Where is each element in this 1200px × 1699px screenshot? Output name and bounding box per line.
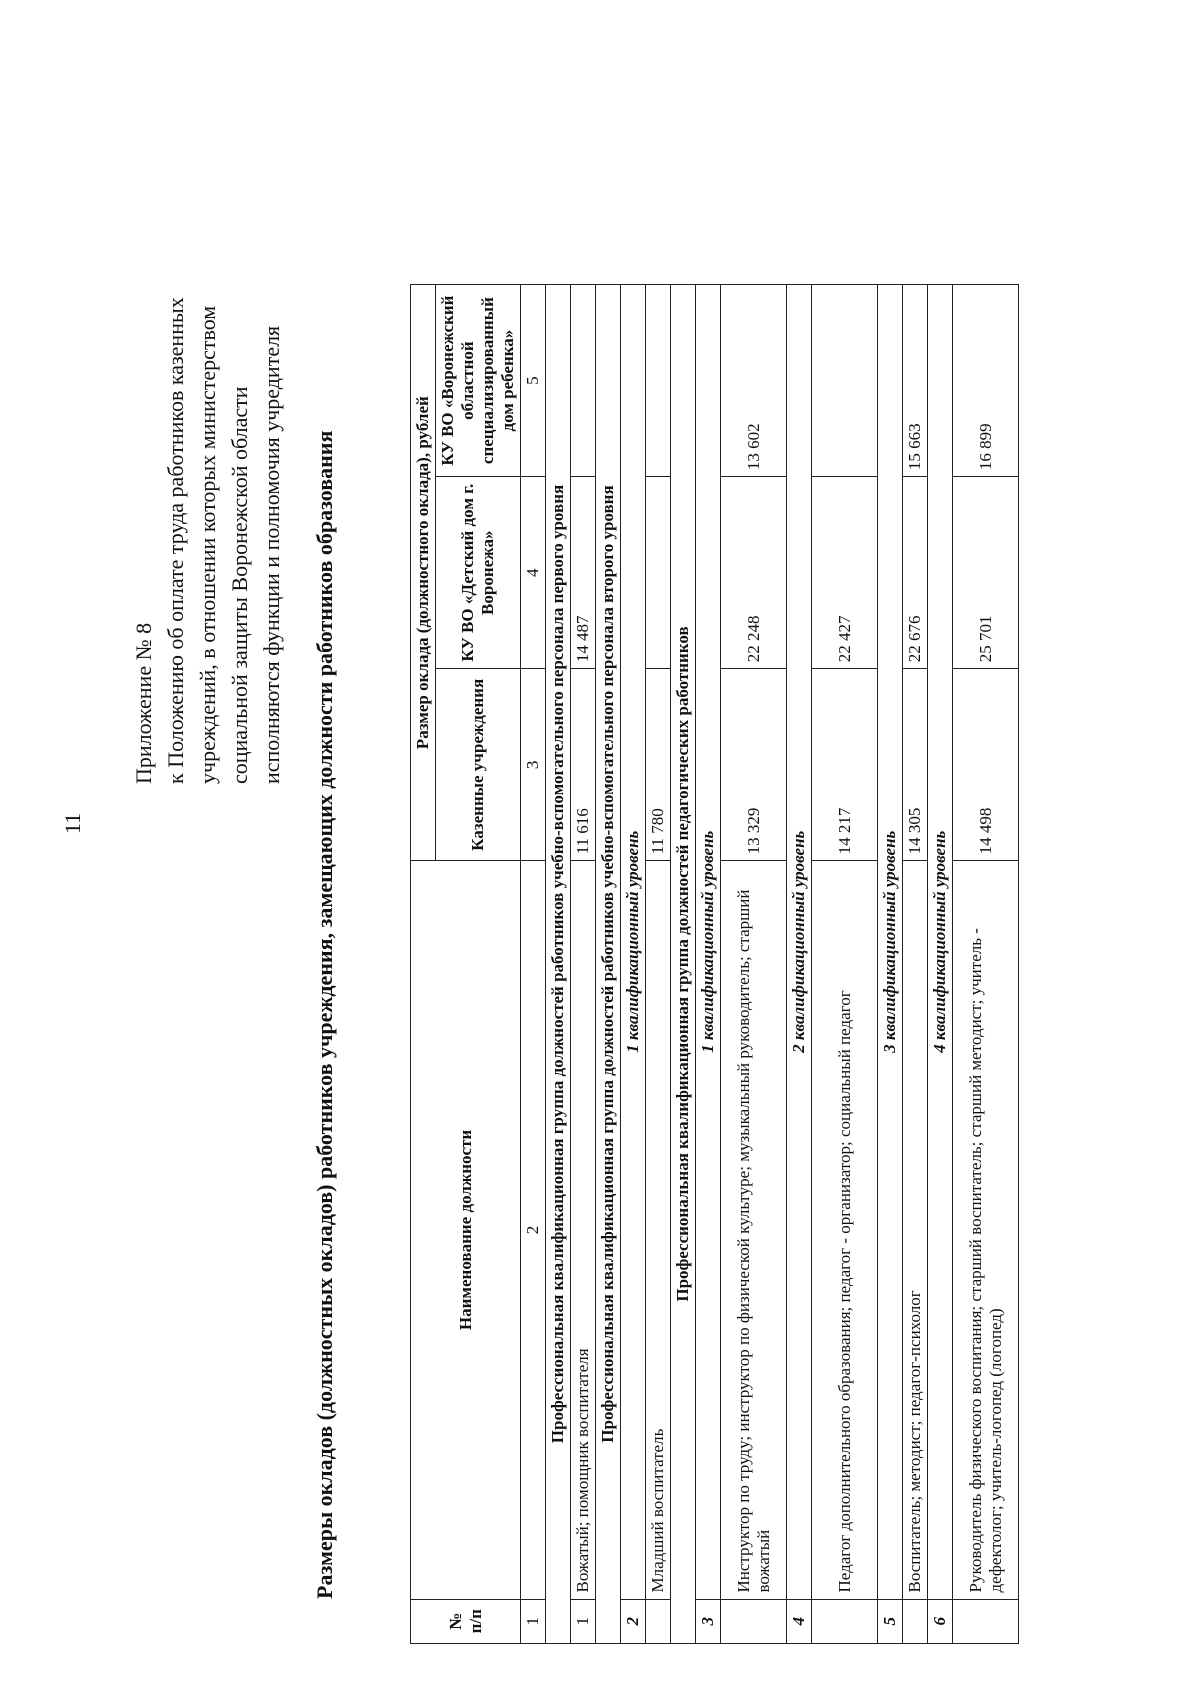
header-name: Наименование должности xyxy=(411,861,521,1599)
document-title: Размеры окладов (должностных окладов) работников учреждения, замещающих должности работников образования xyxy=(312,430,337,1599)
appendix-line: социальной защиты Воронежской области xyxy=(227,386,252,784)
level-row xyxy=(878,285,903,1644)
header-salary: Размер оклада (должностного оклада), рублей xyxy=(411,285,436,861)
salary-col3: 14 305 xyxy=(903,669,928,861)
position-name: Воспитатель; методист; педагог-психолог xyxy=(903,861,928,1599)
header-col5: КУ ВО «Воронежский областной специализированный дом ребенка» xyxy=(436,285,521,477)
salary-col3: 14 498 xyxy=(953,669,1019,861)
row-no: 6 xyxy=(928,1599,953,1643)
level-title: 1 квалификационный уровень xyxy=(696,285,721,1600)
level-title: 3 квалификационный уровень xyxy=(878,285,903,1600)
salary-col5: 16 899 xyxy=(953,285,1019,477)
table-row xyxy=(721,285,787,1644)
row-no-empty xyxy=(903,1599,928,1643)
salary-col5 xyxy=(646,285,671,477)
group-title: Профессиональная квалификационная группа должностей педагогических работников xyxy=(671,285,696,1644)
position-name: Педагог дополнительного образования; педагог - организатор; социальный педагог xyxy=(812,861,878,1599)
row-no: 5 xyxy=(878,1599,903,1643)
salary-col3: 11 616 xyxy=(571,669,596,861)
row-no-empty xyxy=(812,1599,878,1643)
appendix-note xyxy=(128,64,288,784)
level-row xyxy=(696,285,721,1644)
salary-col5 xyxy=(571,285,596,477)
index-cell: 2 xyxy=(521,861,546,1599)
group-row xyxy=(546,285,571,1644)
position-name: Руководитель физического воспитания; старший воспитатель; старший методист; учитель - дефектолог; учитель-логопед (логопед) xyxy=(953,861,1019,1599)
group-row xyxy=(596,285,621,1644)
appendix-line: к Положению об оплате труда работников казенных xyxy=(163,297,188,784)
appendix-line: Приложение № 8 xyxy=(131,622,156,784)
level-row xyxy=(928,285,953,1644)
row-no-empty xyxy=(953,1599,1019,1643)
table-row xyxy=(812,285,878,1644)
level-title: 1 квалификационный уровень xyxy=(621,285,646,1600)
position-name: Инструктор по труду; инструктор по физической культуре; музыкальный руководитель; старший вожатый xyxy=(721,861,787,1599)
index-cell: 5 xyxy=(521,285,546,477)
page-number: 11 xyxy=(60,812,85,834)
row-no-empty xyxy=(646,1599,671,1643)
group-row xyxy=(671,285,696,1644)
appendix-line: исполняются функции и полномочия учредителя xyxy=(259,325,284,784)
salary-col5: 13 602 xyxy=(721,285,787,477)
row-no: 4 xyxy=(787,1599,812,1643)
salary-col4 xyxy=(646,477,671,669)
group-title: Профессиональная квалификационная группа должностей работников учебно-вспомогательного персонала первого уровня xyxy=(546,285,571,1644)
salary-col3: 13 329 xyxy=(721,669,787,861)
row-no: 1 xyxy=(571,1599,596,1643)
appendix-line: учреждений, в отношении которых министерством xyxy=(195,305,220,784)
row-no: 2 xyxy=(621,1599,646,1643)
level-title: 4 квалификационный уровень xyxy=(928,285,953,1600)
row-no-empty xyxy=(721,1599,787,1643)
index-row xyxy=(521,285,546,1644)
salary-col3: 11 780 xyxy=(646,669,671,861)
salary-col5: 15 663 xyxy=(903,285,928,477)
index-cell: 4 xyxy=(521,477,546,669)
header-col4: КУ ВО «Детский дом г. Воронежа» xyxy=(436,477,521,669)
salary-col4: 22 427 xyxy=(812,477,878,669)
level-row xyxy=(787,285,812,1644)
salary-col5 xyxy=(812,285,878,477)
salary-col4: 25 701 xyxy=(953,477,1019,669)
position-name: Младший воспитатель xyxy=(646,861,671,1599)
table-row xyxy=(646,285,671,1644)
level-title: 2 квалификационный уровень xyxy=(787,285,812,1600)
group-title: Профессиональная квалификационная группа должностей работников учебно-вспомогательного персонала второго уровня xyxy=(596,285,621,1644)
header-col3: Казенные учреждения xyxy=(436,669,521,861)
index-cell: 3 xyxy=(521,669,546,861)
level-row xyxy=(621,285,646,1644)
salary-col3: 14 217 xyxy=(812,669,878,861)
table-row xyxy=(903,285,928,1644)
table-row xyxy=(953,285,1019,1644)
table-row xyxy=(571,285,596,1644)
salary-col4: 14 487 xyxy=(571,477,596,669)
salary-col4: 22 248 xyxy=(721,477,787,669)
position-name: Вожатый; помощник воспитателя xyxy=(571,861,596,1599)
header-row xyxy=(411,285,436,1644)
salary-table xyxy=(410,284,1019,1644)
index-cell: 1 xyxy=(521,1599,546,1643)
header-no: № п/п xyxy=(411,1599,521,1643)
salary-col4: 22 676 xyxy=(903,477,928,669)
row-no: 3 xyxy=(696,1599,721,1643)
